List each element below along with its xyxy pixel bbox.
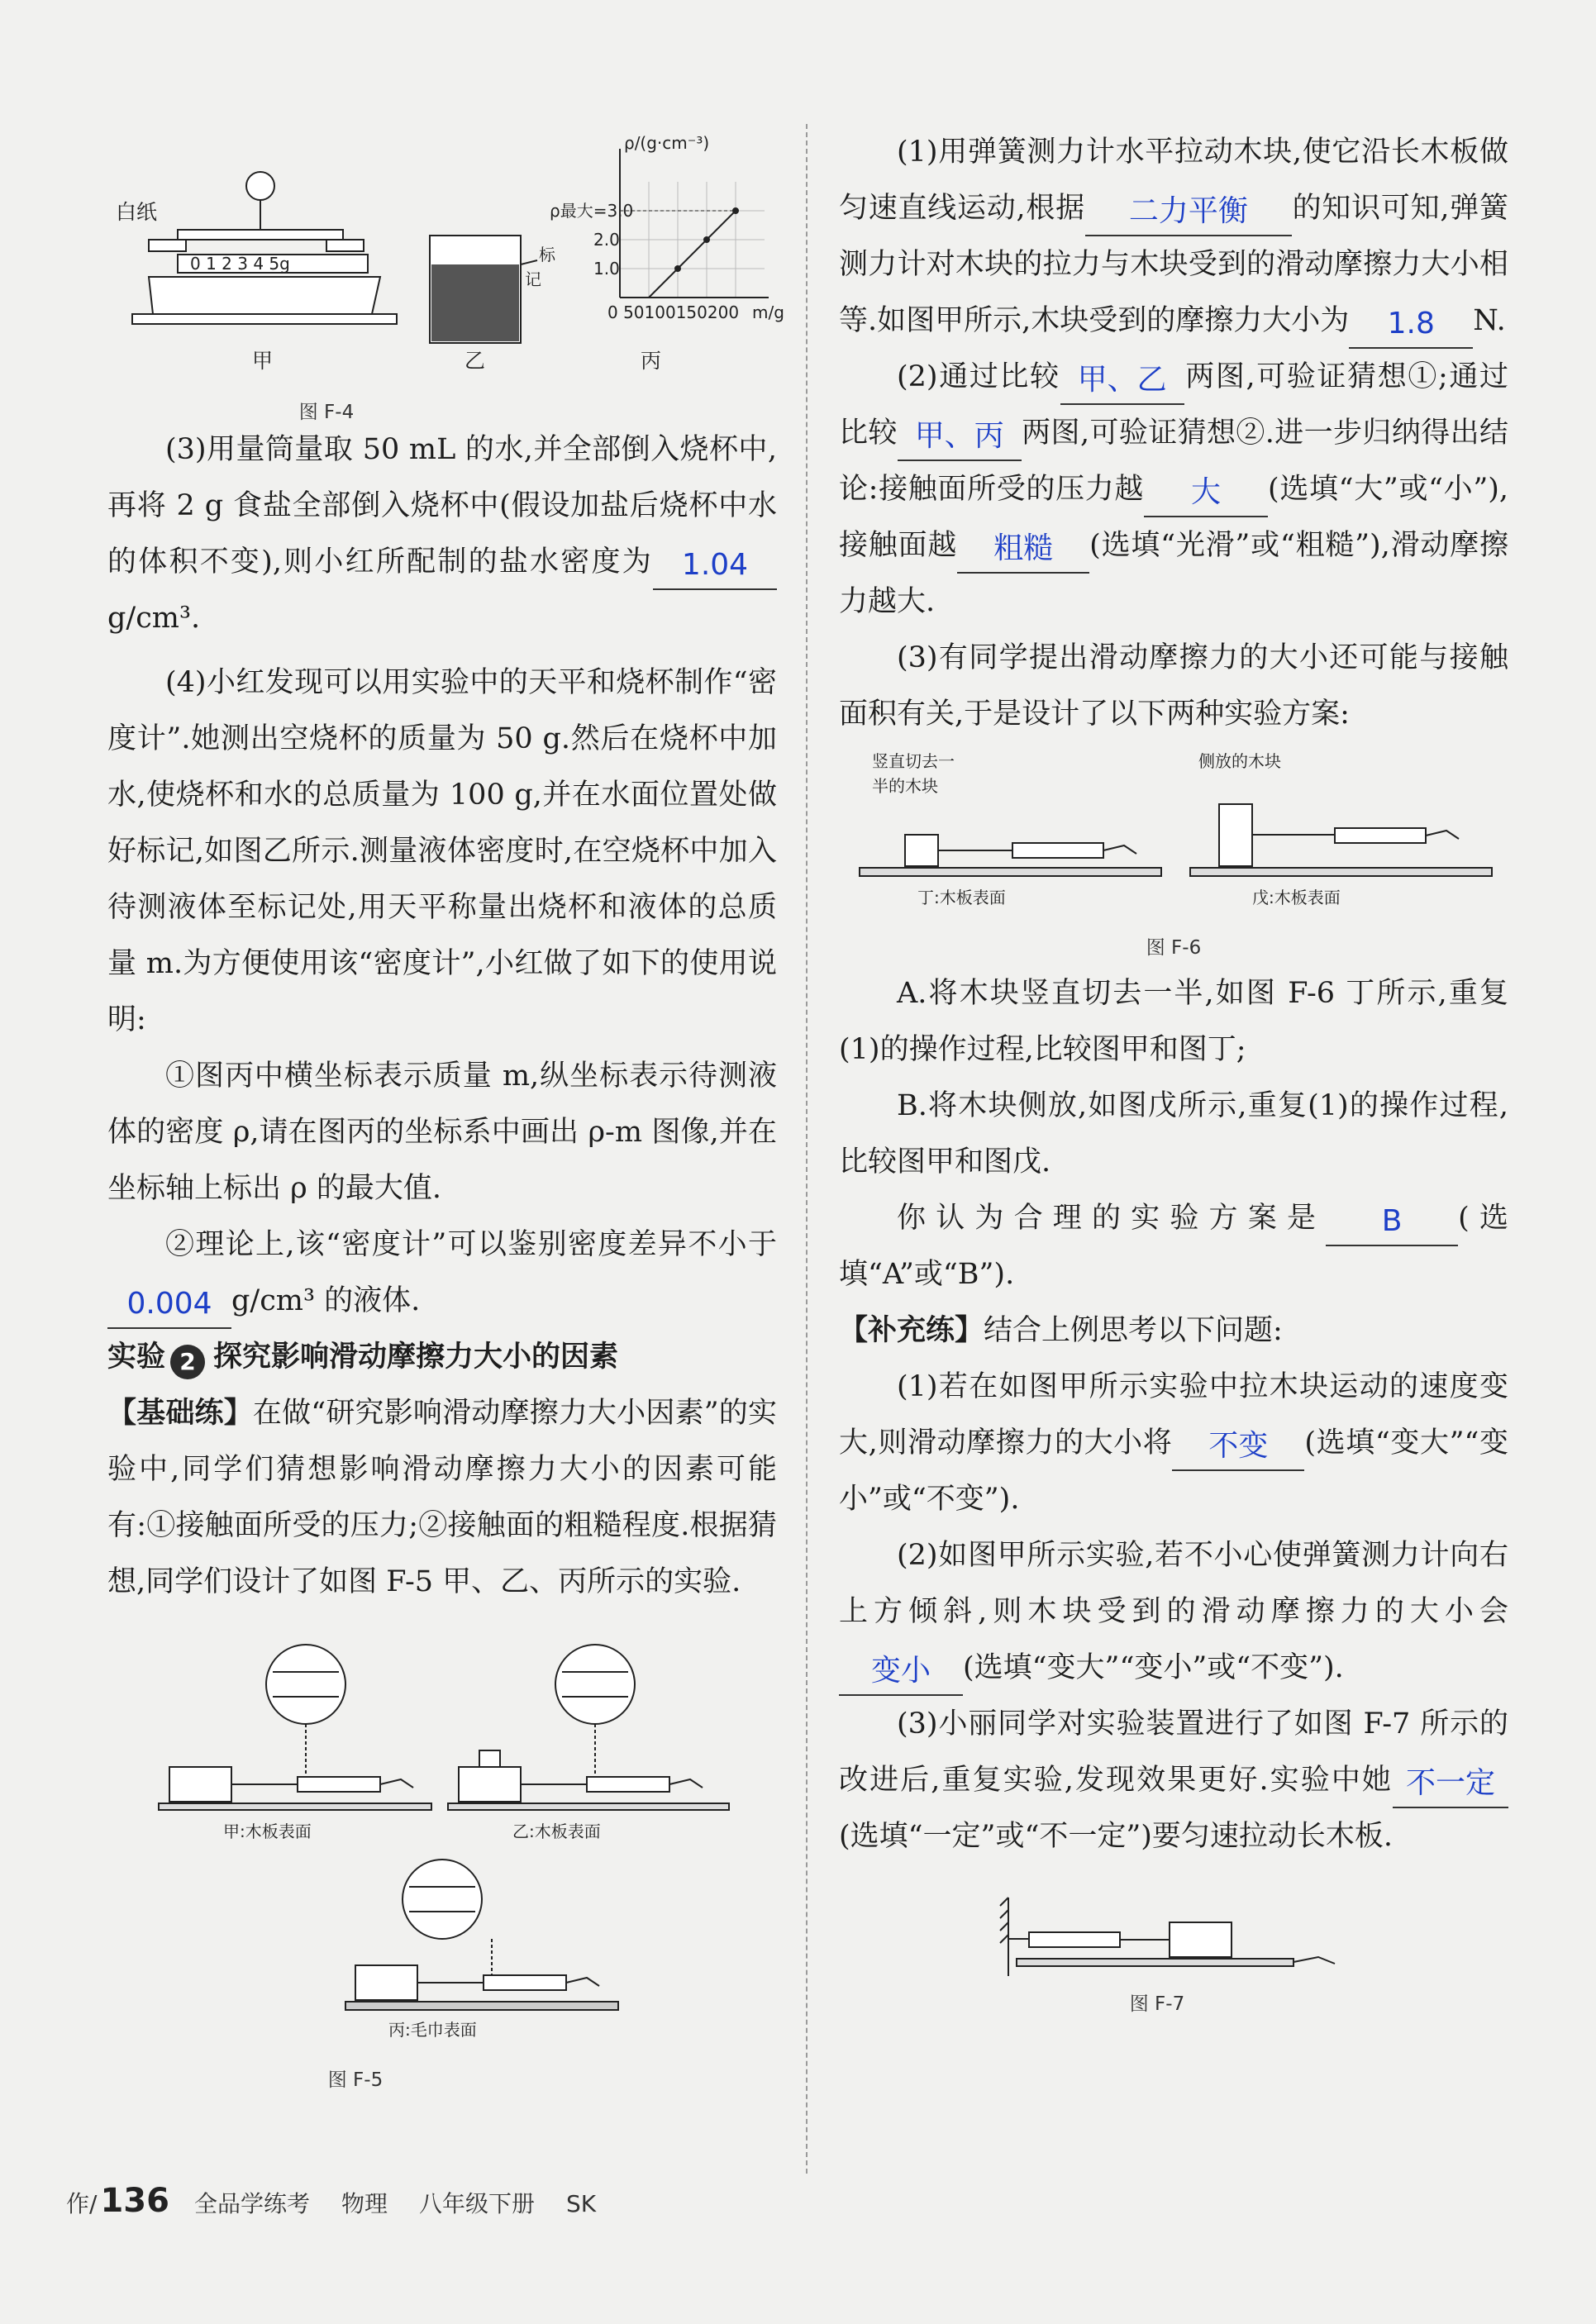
supp-question-1 [839, 1359, 1508, 1527]
x-unit: m/g [752, 302, 784, 322]
choice-after: (选填“A”或“B”). [839, 1202, 1508, 1291]
r-q1-blank-a [1085, 192, 1292, 236]
density-graph [550, 133, 784, 322]
figure-f6-drawing [839, 742, 1508, 932]
r-q2-t3: 两图,可验证猜想②.进一步归纳得出结论:接触面所受的压力越 [839, 417, 1508, 506]
y-tick-2: 2.0 [593, 230, 620, 250]
footer-subject: 物理 [341, 2190, 388, 2217]
figure-f7-drawing [839, 1881, 1508, 1988]
label-mark-1: 标 [539, 245, 555, 264]
scale-text: 0 1 2 3 4 5g [190, 254, 290, 274]
figure-f4 [107, 124, 784, 423]
setup-bing [345, 1860, 618, 2040]
exp2-prefix: 实验 [107, 1341, 166, 1374]
choice-question [839, 1190, 1508, 1302]
beaker-illustration [430, 236, 556, 343]
q3-unit: g/cm³. [107, 602, 201, 635]
column-divider [806, 124, 808, 2174]
r-q1-answer-a: 二力平衡 [1128, 194, 1248, 228]
question-4-item-1: ①图丙中横坐标表示质量 m,纵坐标表示待测液体的密度 ρ,请在图丙的坐标系中画出 ρ-m 图像,并在坐标轴上标出 ρ 的最大值. [107, 1060, 777, 1205]
r-q1-text-c: N. [1473, 304, 1506, 337]
footer-edition: SK [565, 2190, 597, 2217]
footer-book: 全品学练考 [193, 2190, 310, 2217]
question-3 [107, 421, 777, 646]
setup-wu [1190, 751, 1492, 907]
figure-f7-caption: 图 F-7 [1129, 1993, 1185, 2015]
balance-illustration [116, 172, 397, 324]
option-b: B.将木块侧放,如图戊所示,重复(1)的操作过程,比较图甲和图戊. [839, 1089, 1508, 1179]
figure-f4-drawing [107, 124, 784, 397]
left-column [107, 124, 784, 2098]
supp-question-3 [839, 1696, 1508, 1864]
q4-item2-unit: g/cm³ 的液体. [231, 1284, 421, 1317]
s1-answer: 不变 [1208, 1429, 1269, 1463]
fig6-label-e-top: 侧放的木块 [1198, 751, 1281, 771]
supplementary-practice [839, 1302, 1508, 1359]
option-a: A.将木块竖直切去一半,如图 F-6 丁所示,重复(1)的操作过程,比较图甲和图丁; [839, 977, 1508, 1066]
q3-blank [653, 545, 777, 590]
sub-label-b: 乙 [465, 349, 486, 373]
basic-practice-text: 在做“研究影响滑动摩擦力大小因素”的实验中,同学们猜想影响滑动摩擦力大小的因素可能有:①接触面所受的压力;②接触面的粗糙程度.根据猜想,同学们设计了如图 F-5 甲、乙、丙所示的实验. [107, 1397, 777, 1598]
sub-label-c: 丙 [641, 349, 662, 373]
s1-after: (选填“变大”“变小”或“不变”). [839, 1426, 1508, 1516]
figure-f6 [839, 742, 1508, 965]
r-q2-t5: (选填“光滑”或“粗糙”),滑动摩擦力越大. [839, 529, 1508, 618]
basic-practice [107, 1385, 777, 1610]
r-q2-blank-3 [1144, 473, 1268, 517]
r-q2-t1: (2)通过比较 [897, 360, 1060, 393]
r-q2-answer-4: 粗糙 [993, 531, 1054, 565]
choice-blank [1326, 1202, 1458, 1246]
fig6-label-d: 丁:木板表面 [917, 888, 1006, 907]
q4-item2-text: ②理论上,该“密度计”可以鉴别密度差异不小于 [165, 1228, 777, 1261]
fig5-label-b: 乙:木板表面 [512, 1822, 601, 1841]
fig5-label-a: 甲:木板表面 [223, 1822, 312, 1841]
s3-text: (3)小丽同学对实验装置进行了如图 F-7 所示的改进后,重复实验,发现效果更好.实验中她 [839, 1707, 1508, 1797]
r-q1-answer-b: 1.8 [1387, 307, 1435, 341]
fig6-label-e: 戊:木板表面 [1252, 888, 1341, 907]
page-number: 136 [100, 2182, 169, 2220]
setup-jia [159, 1645, 431, 1841]
y-max-label: ρ最大=3.0 [550, 201, 634, 221]
q3-answer: 1.04 [681, 548, 749, 582]
fig6-label-d-bot: 半的木块 [872, 776, 938, 796]
right-question-3: (3)有同学提出滑动摩擦力的大小还可能与接触面积有关,于是设计了以下两种实验方案: [839, 641, 1508, 731]
setup-ding [860, 751, 1161, 907]
experiment-2-heading [107, 1329, 777, 1385]
q4-item2-blank [107, 1284, 231, 1329]
s1-text: (1)若在如图甲所示实验中拉木块运动的速度变大,则滑动摩擦力的大小将 [839, 1370, 1508, 1460]
question-4-item-2 [107, 1217, 777, 1329]
figure-f5 [107, 1635, 777, 2098]
r-q2-answer-1: 甲、乙 [1077, 363, 1167, 397]
label-mark-2: 记 [525, 269, 541, 289]
figure-f5-caption: 图 F-5 [327, 2069, 384, 2091]
choice-answer: B [1381, 1204, 1403, 1238]
y-tick-1: 1.0 [593, 259, 620, 279]
supp-text: 结合上例思考以下问题: [984, 1314, 1283, 1347]
s3-after: (选填“一定”或“不一定”)要匀速拉动长木板. [839, 1820, 1394, 1853]
fig5-label-c: 丙:毛巾表面 [388, 2020, 477, 2040]
footer-prefix: 作/ [66, 2190, 98, 2217]
r-q2-answer-2: 甲、丙 [914, 419, 1004, 453]
r-q2-t2: 两图,可验证猜想①;通过比较 [839, 360, 1509, 450]
r-q2-blank-4 [957, 529, 1089, 574]
supp-tag: 【补充练】 [839, 1314, 984, 1347]
q3-text: (3)用量筒量取 50 mL 的水,并全部倒入烧杯中,再将 2 g 食盐全部倒入烧杯中(假设加盐后烧杯中水的体积不变),则小红所配制的盐水密度为 [107, 433, 777, 579]
right-question-2 [839, 349, 1508, 630]
fig6-label-d-top: 竖直切去一 [872, 751, 955, 771]
figure-f4-caption: 图 F-4 [298, 402, 355, 423]
exp2-title: 探究影响滑动摩擦力大小的因素 [213, 1341, 619, 1374]
page-footer [66, 2182, 627, 2220]
question-4: (4)小红发现可以用实验中的天平和烧杯制作“密度计”.她测出空烧杯的质量为 50 g.然后在烧杯中加水,使烧杯和水的总质量为 100 g,并在水面位置处做好标记,如图乙所示.测量液体密度时,在空烧杯中加入待测液体至标记处,用天平称量出烧杯和液体的总质量 m.为方便使用该“密度计”,小红做了如下的使用说明: [107, 666, 777, 1036]
s3-blank [1393, 1764, 1508, 1808]
figure-f6-caption: 图 F-6 [1146, 937, 1202, 959]
s3-answer: 不一定 [1405, 1766, 1495, 1800]
r-q2-blank-2 [898, 417, 1022, 461]
exp2-number-badge: 2 [170, 1345, 205, 1379]
label-paper: 白纸 [116, 200, 158, 224]
s1-blank [1172, 1426, 1304, 1471]
figure-f5-drawing [107, 1635, 777, 2064]
supp-question-2 [839, 1527, 1508, 1696]
q4-item2-answer: 0.004 [126, 1287, 212, 1321]
setup-improved [1000, 1898, 1335, 1976]
right-question-1 [839, 124, 1508, 349]
r-q1-blank-b [1349, 304, 1473, 349]
right-column [839, 124, 1508, 2022]
y-axis-label: ρ/(g·cm⁻³) [624, 133, 710, 153]
s2-answer: 变小 [870, 1654, 931, 1688]
s2-text: (2)如图甲所示实验,若不小心使弹簧测力计向右上方倾斜,则木块受到的滑动摩擦力的大小会 [839, 1539, 1508, 1628]
r-q2-t4: (选填“大”或“小”),接触面越 [839, 473, 1508, 562]
footer-grade: 八年级下册 [418, 2190, 535, 2217]
sub-label-a: 甲 [252, 349, 274, 373]
x-ticks: 0 50100150200 [607, 302, 740, 322]
figure-f7 [839, 1881, 1508, 2022]
s2-blank [839, 1651, 963, 1696]
r-q1-text-b: 的知识可知,弹簧测力计对木块的拉力与木块受到的滑动摩擦力大小相等.如图甲所示,木块受到的摩擦力大小为 [839, 192, 1508, 337]
r-q2-answer-3: 大 [1191, 475, 1222, 509]
s2-after: (选填“变大”“变小”或“不变”). [963, 1651, 1344, 1684]
setup-yi [448, 1645, 729, 1841]
basic-practice-tag: 【基础练】 [107, 1397, 253, 1430]
choice-text: 你认为合理的实验方案是 [897, 1202, 1327, 1235]
r-q2-blank-1 [1060, 360, 1184, 405]
r-q1-text-a: (1)用弹簧测力计水平拉动木块,使它沿长木板做匀速直线运动,根据 [839, 136, 1508, 225]
